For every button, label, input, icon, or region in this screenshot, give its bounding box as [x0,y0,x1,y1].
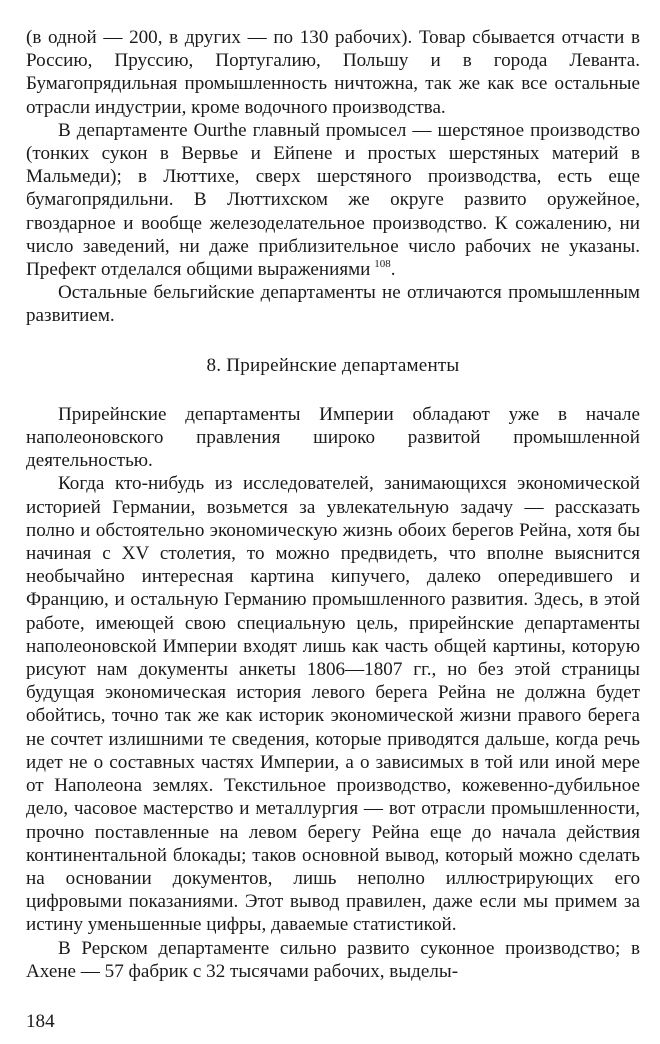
paragraph-continuation: (в одной — 200, в других — по 130 рабочих). Товар сбывается отчасти в Россию, Пруссию, Португалию, Польшу и в города Леванта. Бумагопрядильная промышленность ничтожна, так же как все остальные отрасли индустрии, кроме водочного производства. [26,27,640,118]
section-heading: 8. Прирейнские департаменты [206,354,460,376]
footnote-reference[interactable]: 108 [374,257,391,270]
paragraph-text: В департаменте Ourthe главный промысел — шерстяное производство (тонких сукон в Вервье и Ейпене и простых шерстяных материй в Мальмеди); в Люттихе, сверх шерстяного производства, есть еще бумагопрядильни. В Люттихском же округе развито оружейное, гвоздарное и вообще железоделательное производство. К сожалению, ни число заведений, ни даже приблизительное число рабочих не указаны. Префект отделался общими выражениями [26,119,640,281]
paragraph-belgian-departments: Остальные бельгийские департаменты не отличаются промышленным развитием. [26,282,640,327]
paragraph-roer-department: В Рерском департаменте сильно развито суконное производство; в Ахене — 57 фабрик с 32 тысячами рабочих, выделы- [26,937,640,982]
page-number: 184 [26,1011,55,1032]
paragraph-tail: . [390,259,396,281]
paragraph-rhine-intro: Прирейнские департаменты Империи обладают уже в начале наполеоновского правления широко развитой промышленной деятельностью. [26,403,640,472]
book-page [26,26,640,1036]
paragraph-ourthe-department [26,119,640,281]
paragraph-rhine-history: Когда кто-нибудь из исследователей, занимающихся экономической историей Германии, возьмется за увлекательную задачу — рассказать полно и обстоятельно экономическую жизнь обоих берегов Рейна, хотя бы начиная с XV столетия, то можно предвидеть, что вполне выяснится необычайно интересная картина кипучего, далеко опередившего и Францию, и остальную Германию промышленного развития. Здесь, в этой работе, имеющей свою специальную цель, прирейнские департаменты наполеоновской Империи входят лишь как часть общей картины, которую рисуют нам документы анкеты 1806—1807 гг., но без этой страницы будущая экономическая история левого берега Рейна не должна будет обойтись, точно так же как историк экономической жизни правого берега не сочтет излишними те сведения, которые приводятся дальше, когда речь идет не о составных частях Империи, а о зависимых в той или иной мере от Наполеона землях. Текстильное производство, кожевенно-дубильное дело, часовое мастерство и металлургия — вот отрасли промышленности, прочно поставленные на левом берегу Рейна еще до начала действия континентальной блокады; таков основной вывод, который можно сделать на основании документов, лишь неполно иллюстрирующих его цифровыми показаниями. Этот вывод правилен, даже если мы примем за истину уменьшенные цифры, даваемые статистикой. [26,473,640,936]
